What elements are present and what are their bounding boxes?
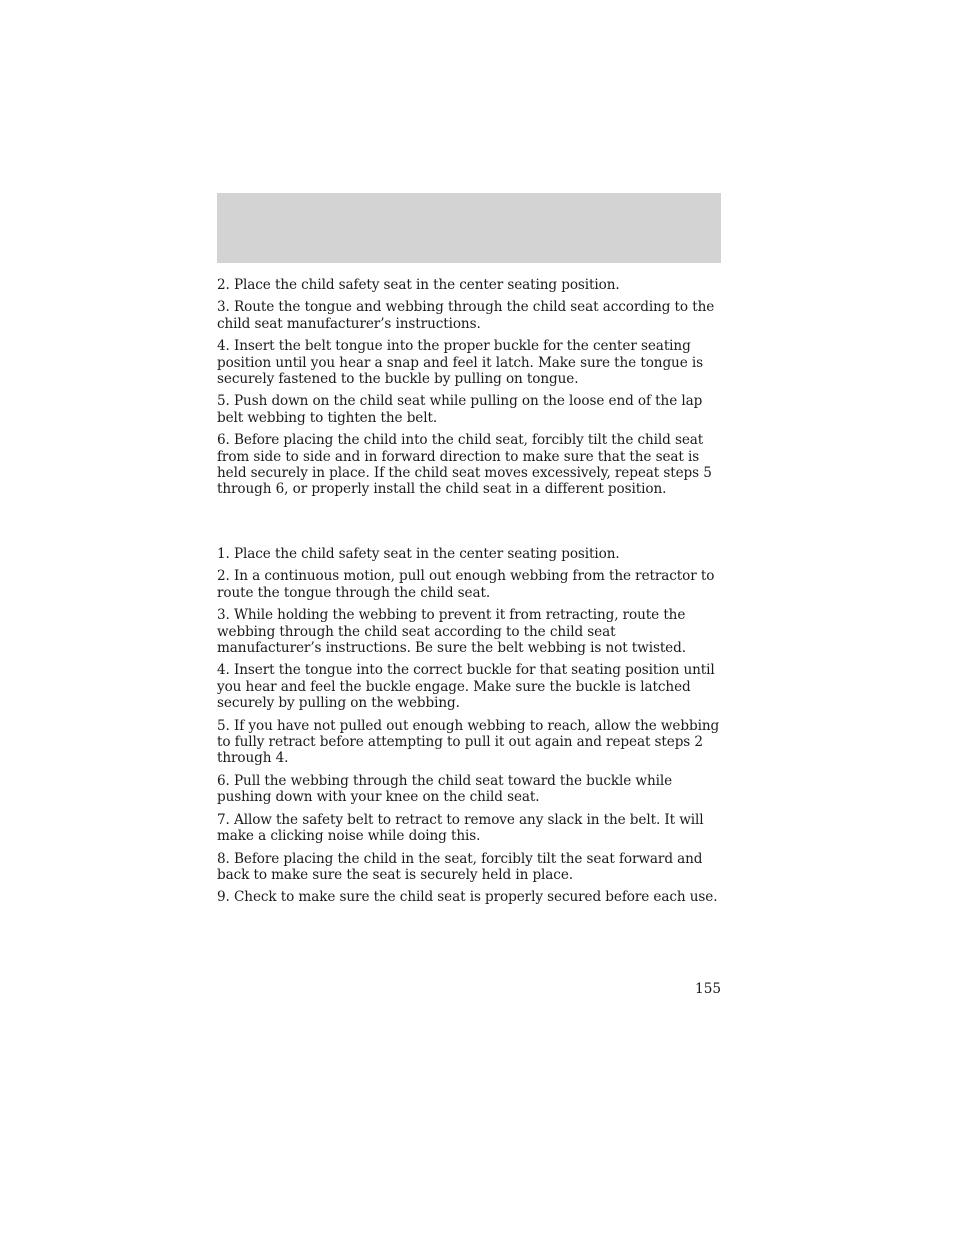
- step-paragraph: 7. Allow the safety belt to retract to remove any slack in the belt. It will make a clicking noise while doing this.: [217, 811, 704, 845]
- page-number: 155: [695, 981, 721, 997]
- step-paragraph: 1. Place the child safety seat in the center seating position.: [217, 546, 620, 562]
- step-paragraph: 2. Place the child safety seat in the center seating position.: [217, 277, 620, 293]
- step-paragraph: 9. Check to make sure the child seat is properly secured before each use.: [217, 889, 718, 906]
- step-paragraph: 8. Before placing the child in the seat, forcibly tilt the seat forward and back to make sure the seat is securely held in place.: [217, 850, 703, 883]
- step-paragraph: 3. While holding the webbing to prevent it from retracting, route the webbing through the child seat according to the child seat manufacturer’s instructions. Be sure the belt webbing is not twisted.: [217, 607, 686, 657]
- step-paragraph: 3. Route the tongue and webbing through the child seat according to the child seat manufacturer’s instructions.: [217, 299, 715, 332]
- step-paragraph: 6. Before placing the child into the child seat, forcibly tilt the child seat from side to side and in forward direction to make sure that the seat is held securely in place. If the child seat moves excessively, repeat steps 5 through 6, or properly install the child seat in a different position.: [217, 432, 712, 498]
- lap-belt-installation-steps: [217, 277, 723, 504]
- step-paragraph: 2. In a continuous motion, pull out enough webbing from the retractor to route the tongue through the child seat.: [217, 568, 715, 601]
- header-band: [217, 193, 721, 263]
- step-paragraph: 4. Insert the tongue into the correct buckle for that seating position until you hear and feel the buckle engage. Make sure the buckle is latched securely by pulling on the webbing.: [217, 662, 715, 712]
- step-paragraph: 5. If you have not pulled out enough webbing to reach, allow the webbing to fully retract before attempting to pull it out again and repeat steps 2 through 4.: [217, 717, 720, 767]
- step-paragraph: 6. Pull the webbing through the child seat toward the buckle while pushing down with your knee on the child seat.: [217, 772, 673, 806]
- step-paragraph: 4. Insert the belt tongue into the proper buckle for the center seating position until you hear a snap and feel it latch. Make sure the tongue is securely fastened to the buckle by pulling on tongue.: [217, 338, 703, 388]
- step-paragraph: 5. Push down on the child seat while pulling on the loose end of the lap belt webbing to tighten the belt.: [217, 393, 703, 426]
- lap-shoulder-belt-installation-steps: [217, 546, 723, 912]
